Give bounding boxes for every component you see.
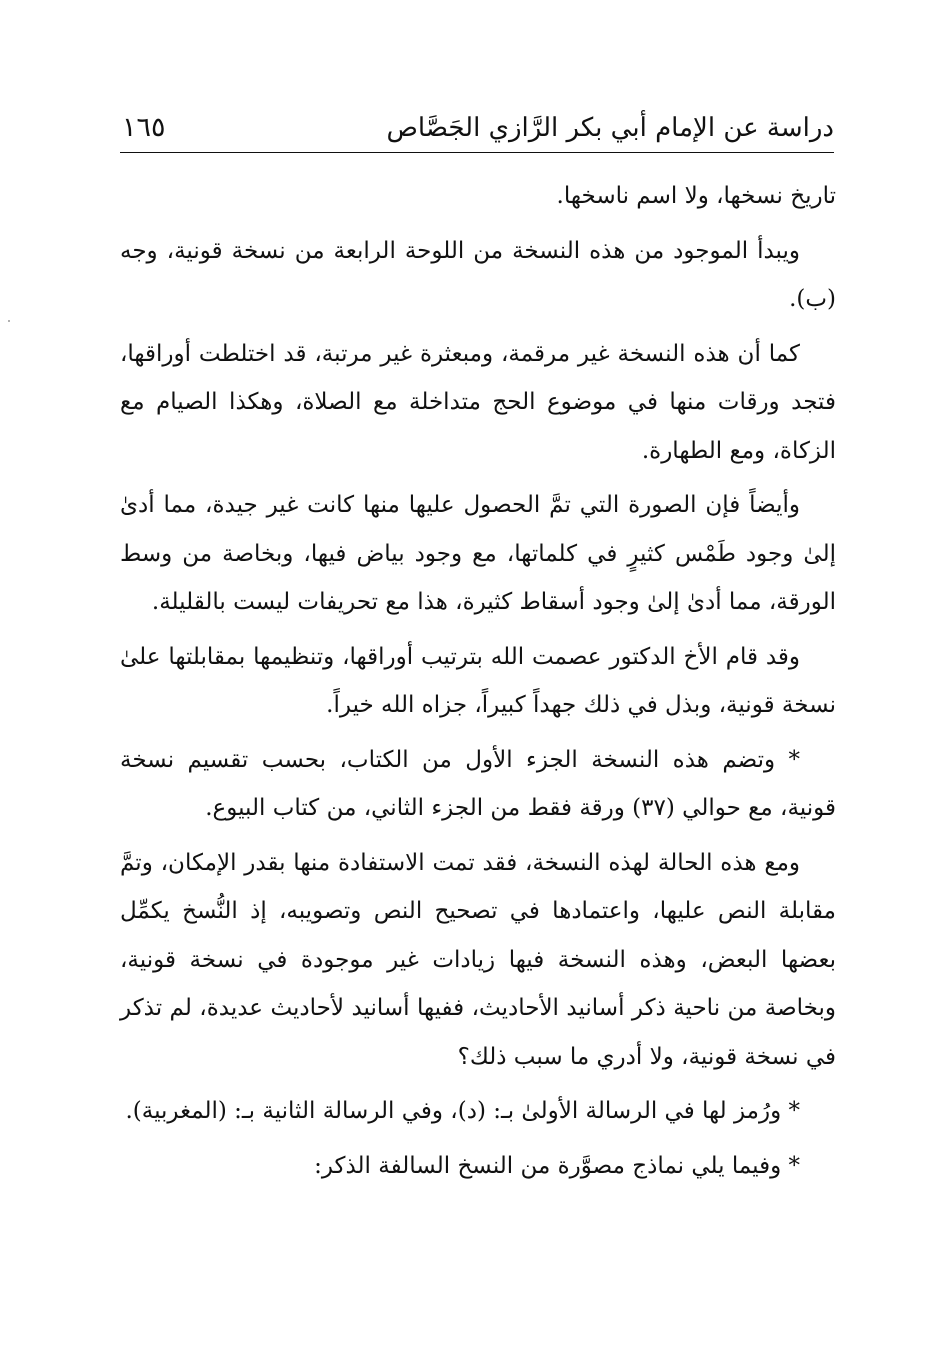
paragraph-starred: * ورُمز لها في الرسالة الأولىٰ بـ: (د)، وفي الرسالة الثانية بـ: (المغربية).	[125, 1098, 800, 1124]
paragraph-starred: * وتضم هذه النسخة الجزء الأول من الكتاب، بحسب تقسيم نسخة قونية، مع حوالي (٣٧) ورقة فقط من الجزء الثاني، من كتاب البيوع.	[120, 746, 836, 821]
paragraph: وقد قام الأخ الدكتور عصمت الله بترتيب أوراقها، وتنظيمها بمقابلتها علىٰ نسخة قونية، وبذل في ذلك جهداً كبيراً، جزاه الله خيراً.	[120, 643, 836, 718]
paragraph-starred: * وفيما يلي نماذج مصوَّرة من النسخ السالفة الذكر:	[314, 1152, 800, 1179]
scan-speck	[8, 320, 10, 322]
paragraph: ومع هذه الحالة لهذه النسخة، فقد تمت الاستفادة منها بقدر الإمكان، وتمَّ مقابلة النص عليها، واعتمادها في تصحيح النص وتصويبه، إذ النُّسخ يكمِّل بعضها البعض، وهذه النسخة فيها زيادات غير موجودة في نسخة قونية، وبخاصة من ناحية ذكر أسانيد الأحاديث، ففيها أسانيد لأحاديث عديدة، لم تذكر في نسخة قونية، ولا أدري ما سبب ذلك؟	[120, 849, 836, 1070]
running-title: دراسة عن الإمام أبي بكر الرَّازي الجَصَّاص	[386, 113, 834, 143]
paragraph: كما أن هذه النسخة غير مرقمة، ومبعثرة غير مرتبة، قد اختلطت أوراقها، فتجد ورقات منها في موضوع الحج متداخلة مع الصلاة، وهكذا الصيام مع الزكاة، ومع الطهارة.	[120, 340, 836, 464]
page-number: ١٦٥	[122, 112, 166, 143]
paragraph: وأيضاً فإن الصورة التي تمَّ الحصول عليها منها كانت غير جيدة، مما أدىٰ إلىٰ وجود طَمْس كثيرٍ في كلماتها، مع وجود بياض فيها، وبخاصة من وسط الورقة، مما أدىٰ إلىٰ وجود أسقاط كثيرة، هذا مع تحريفات ليست بالقليلة.	[120, 492, 836, 615]
paragraph-continuation: تاريخ نسخها، ولا اسم ناسخها.	[556, 183, 836, 209]
body-text	[120, 172, 836, 1196]
paragraph: ويبدأ الموجود من هذه النسخة من اللوحة الرابعة من نسخة قونية، وجه (ب).	[120, 237, 836, 312]
running-header	[120, 108, 834, 154]
header-divider	[120, 152, 834, 153]
